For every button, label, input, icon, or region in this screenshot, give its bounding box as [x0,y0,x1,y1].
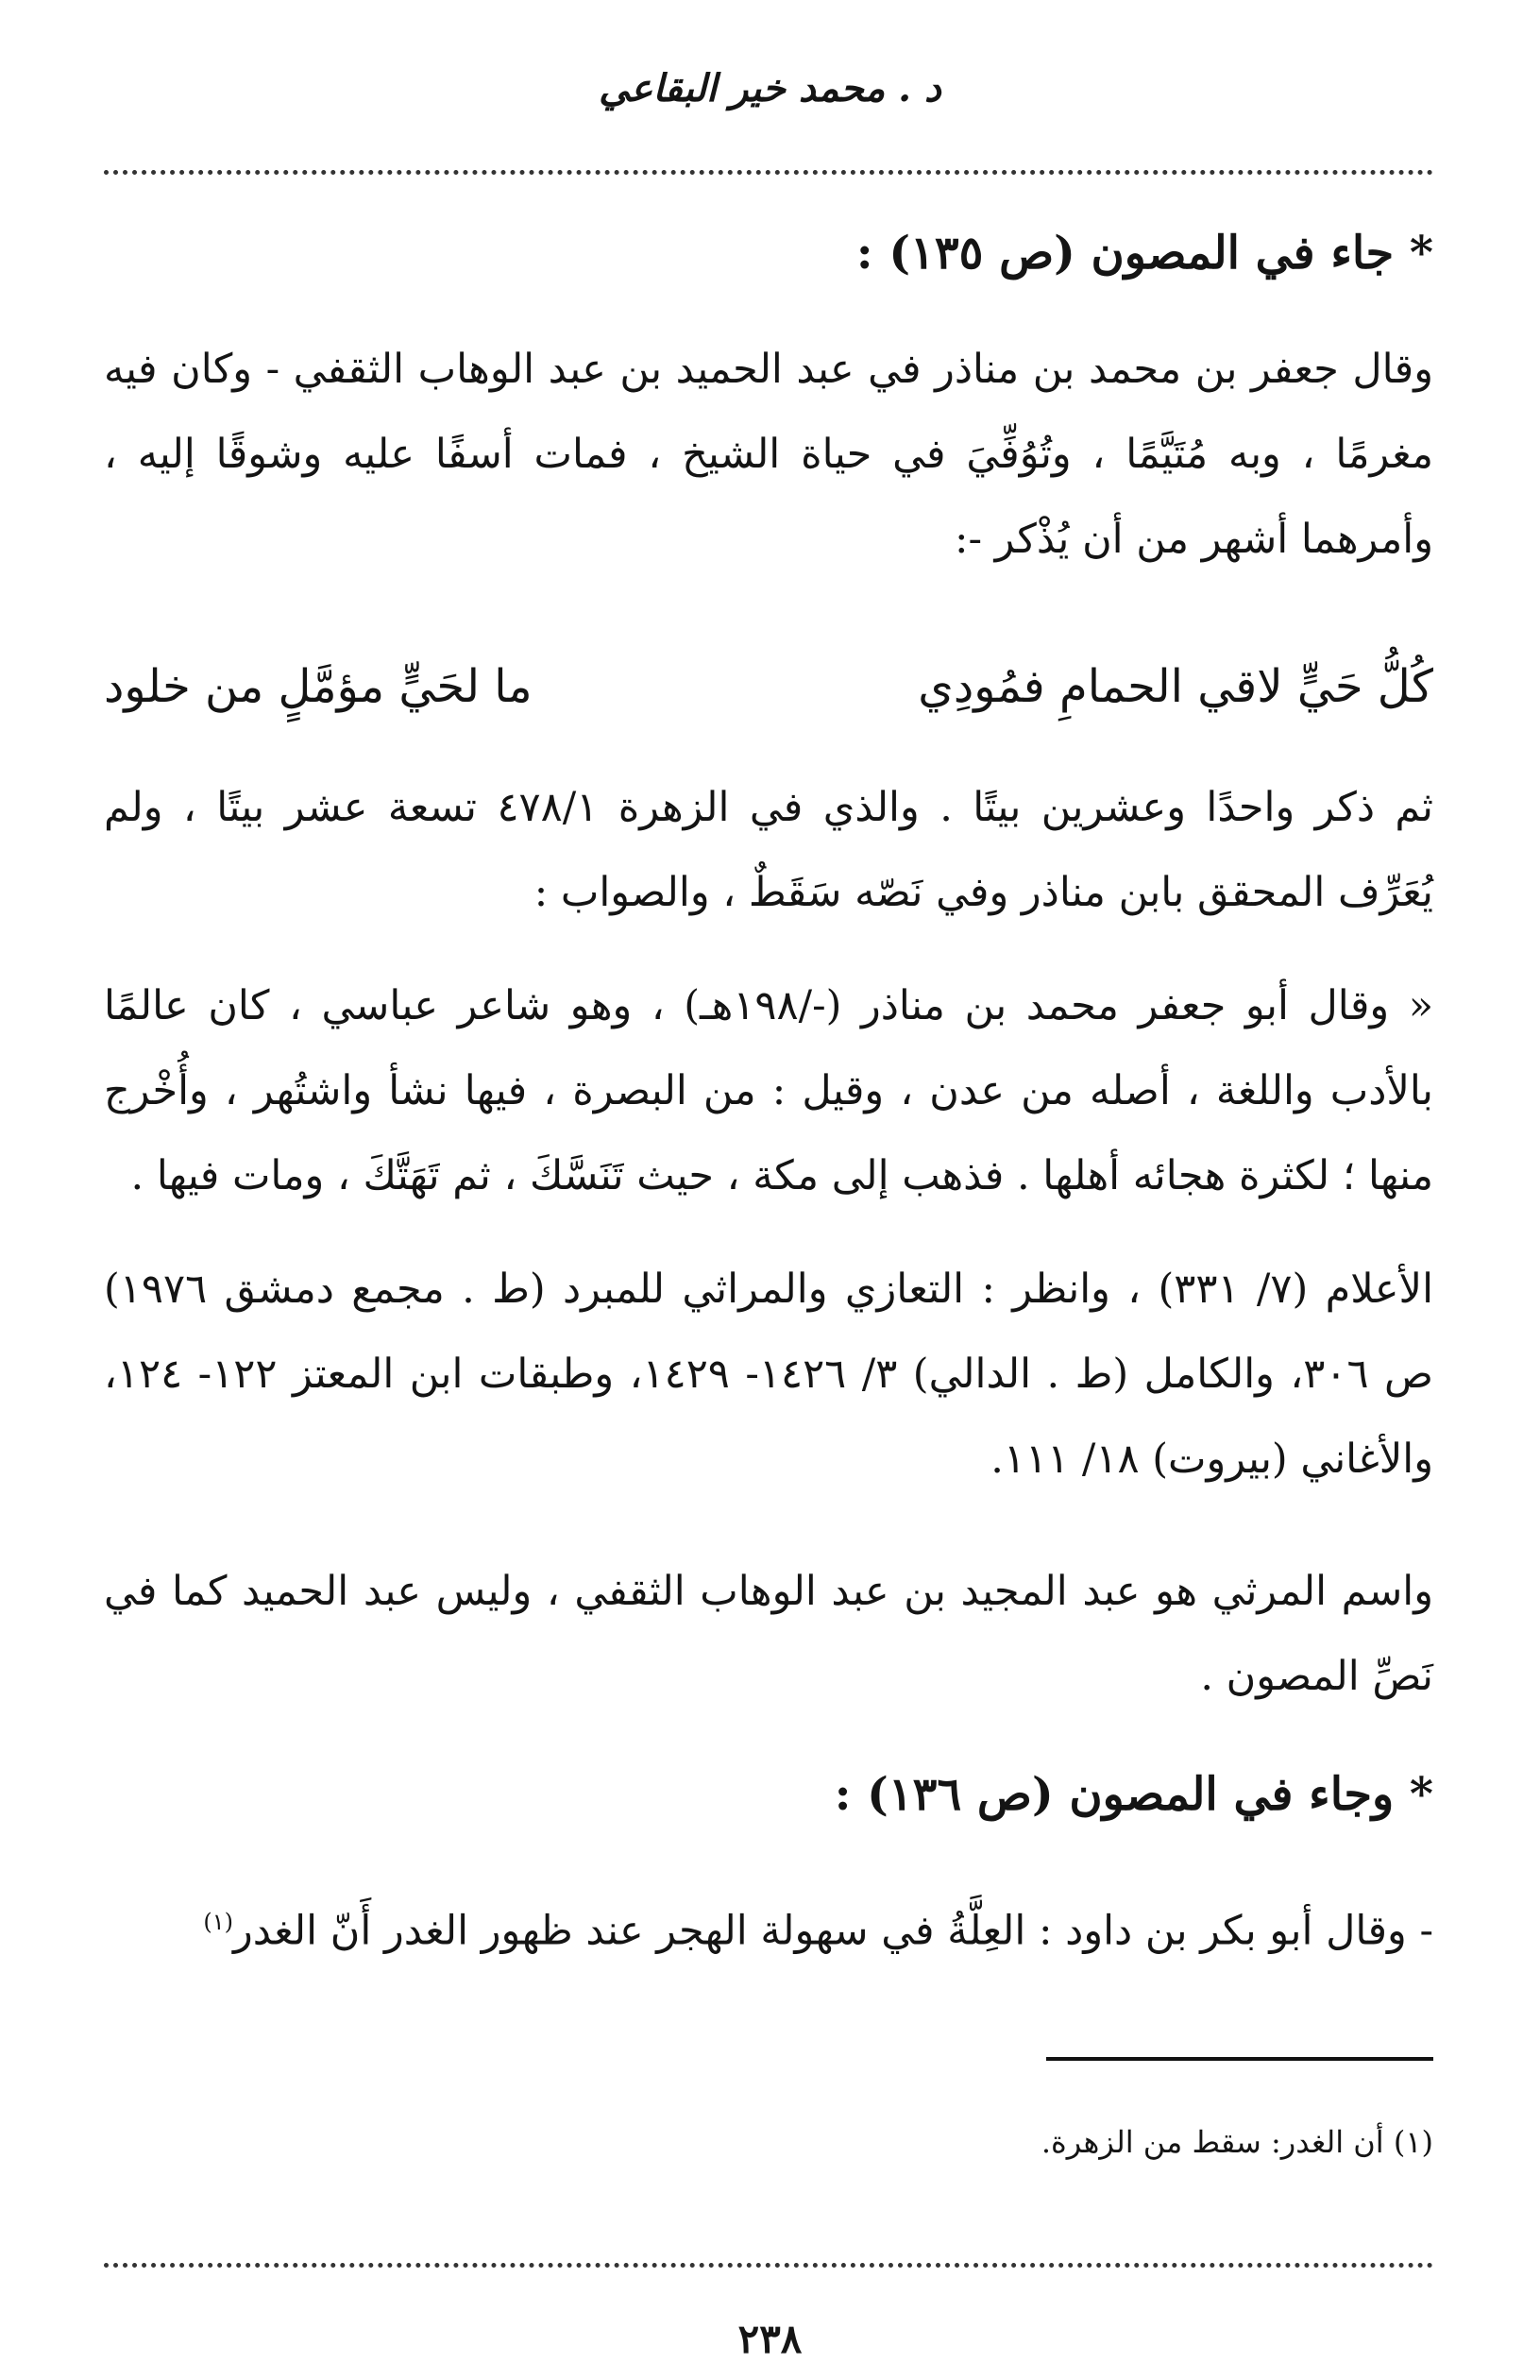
quote-paragraph: « وقال أبو جعفر محمد بن مناذر (-/١٩٨هـ) ، وهو شاعر عباسي ، كان عالمًا بالأدب واللغة ، أصله من عدن ، وقيل : من البصرة ، فيها نشأ واشتُهر ، وأُخْرج منها ؛ لكثرة هجائه أهلها . فذهب إلى مكة ، حيث تَنَسَّكَ ، ثم تَهَتَّكَ ، ومات فيها . [104,982,1433,1199]
page-number: ٢٣٨ [737,2316,803,2362]
footnote: (١) أن الغدر: سقط من الزهرة. [1041,2124,1433,2160]
section-heading-135: * جاء في المصون (ص ١٣٥) : [855,227,1433,280]
verse-hemistich-first: كُلُّ حَيٍّ لاقي الحمامِ فمُودِي [918,660,1433,713]
section2-line [104,1879,1433,1973]
footnote-separator [1046,2057,1433,2061]
section2-text: - وقال أبو بكر بن داود : العِلَّةُ في سهولة الهجر عند ظهور الغدر أَنّ الغدر [232,1907,1433,1955]
intro-paragraph: وقال جعفر بن محمد بن مناذر في عبد الحميد بن عبد الوهاب الثقفي - وكان فيه مغرمًا ، وبه مُتَيَّمًا ، وتُوُفِّيَ في حياة الشيخ ، فمات أسفًا عليه وشوقًا إليه ، وأمرهما أشهر من أن يُذْكر -: [104,346,1433,563]
references-paragraph: الأعلام (٧/ ٣٣١) ، وانظر : التعازي والمراثي للمبرد (ط . مجمع دمشق ١٩٧٦) ص ٣٠٦، والكامل (ط . الدالي) ٣/ ١٤٢٦- ١٤٢٩، وطبقات ابن المعتز ١٢٢- ١٢٤، والأغاني (بيروت) ١٨/ ١١١. [104,1266,1434,1483]
running-header: د . محمد خير البقاعي [599,66,941,110]
after-verse-paragraph: ثم ذكر واحدًا وعشرين بيتًا . والذي في الزهرة ٤٧٨/١ تسعة عشر بيتًا ، ولم يُعَرِّف المحقق بابن مناذر وفي نَصّه سَقَطٌ ، والصواب : [104,784,1434,916]
header-rule [104,170,1433,175]
correction-paragraph: واسم المرثي هو عبد المجيد بن عبد الوهاب الثقفي ، وليس عبد الحميد كما في نَصِّ المصون . [104,1568,1433,1700]
section-heading-136: * وجاء في المصون (ص ١٣٦) : [834,1768,1433,1821]
verse-hemistich-second: ما لحَيٍّ مؤمَّلٍ من خلود [104,660,533,713]
footnote-marker: (١) [203,1909,233,1935]
footer-rule [104,2263,1433,2268]
verse-line [104,654,1433,720]
